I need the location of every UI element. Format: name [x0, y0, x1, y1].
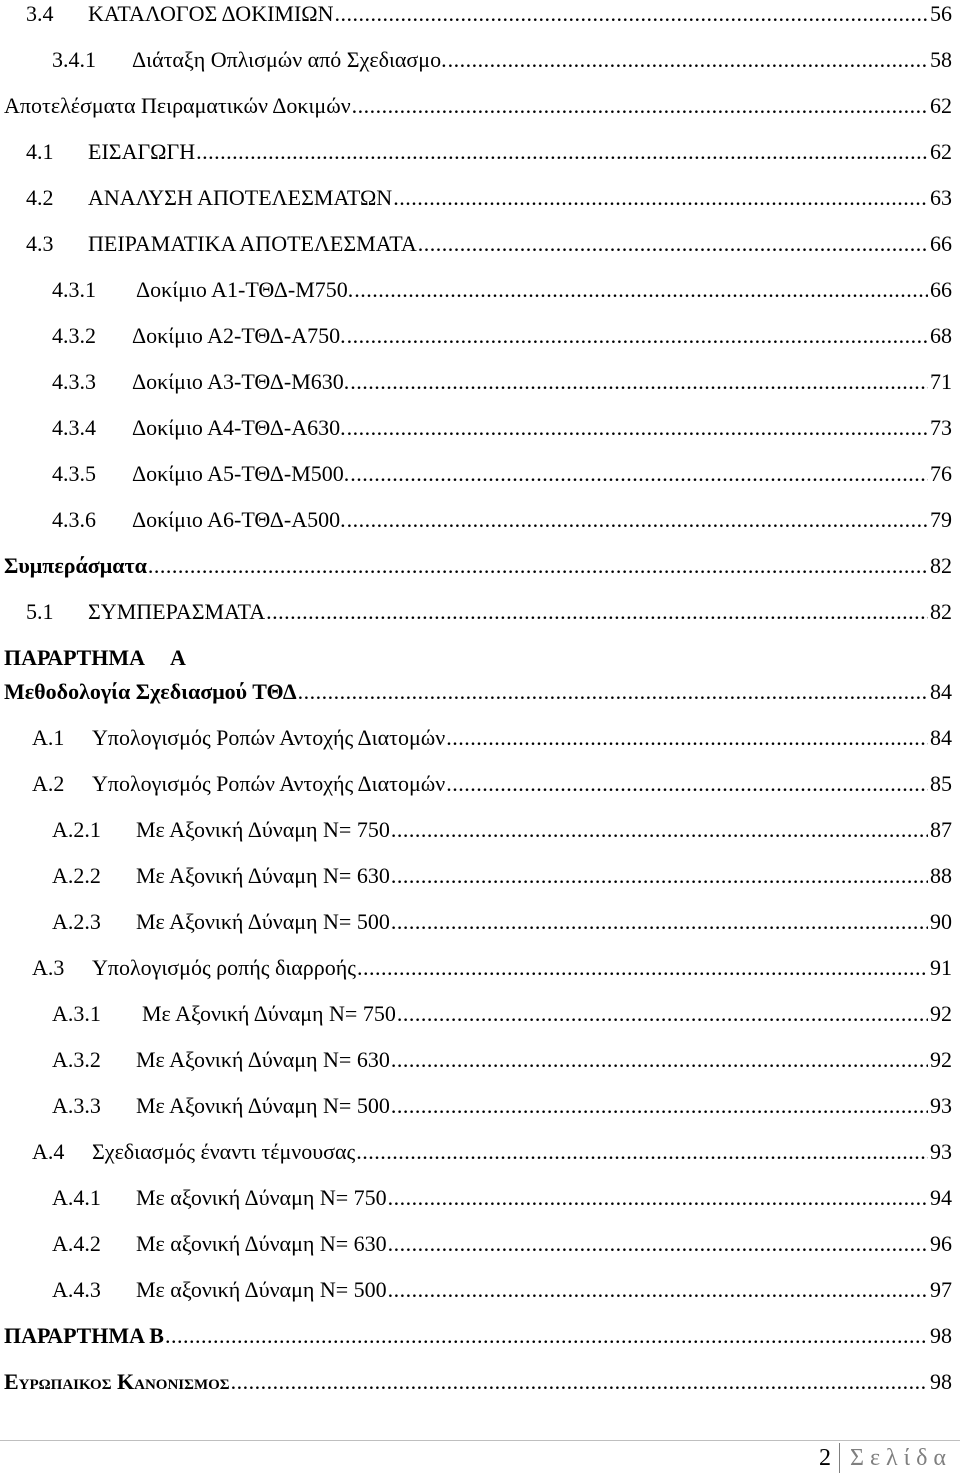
dot-leader [391, 856, 928, 896]
toc-title: ΑΝΑΛΥΣΗ ΑΠΟΤΕΛΕΣΜΑΤΩΝ [88, 185, 393, 210]
toc-title: Με Αξονική Δύναμη Ν= 630 [136, 1047, 390, 1072]
toc-title: Δοκίμιο Α4-ΤΘΔ-Α630. [132, 415, 346, 440]
toc-number: Α.4.1 [52, 1185, 101, 1210]
toc-page-number: 79 [930, 507, 952, 532]
toc-number: 3.4 [26, 1, 54, 26]
toc-page-number: 62 [930, 93, 952, 118]
dot-leader [335, 0, 928, 34]
footer-separator [839, 1443, 840, 1473]
dot-leader [350, 362, 928, 402]
toc-title: Με αξονική Δύναμη Ν= 750 [136, 1185, 387, 1210]
toc-page-number: 87 [930, 817, 952, 842]
toc-number: Α.3.1 [52, 1001, 101, 1026]
toc-entry[interactable] [52, 1178, 952, 1218]
toc-number: Α.4.3 [52, 1277, 101, 1302]
toc-title: ΠΕΙΡΑΜΑΤΙΚΑ ΑΠΟΤΕΛΕΣΜΑΤΑ [88, 231, 417, 256]
toc-page-number: 92 [930, 1047, 952, 1072]
toc-number: Α.4.2 [52, 1231, 101, 1256]
dot-leader [347, 316, 928, 356]
toc-number: 4.3.6 [52, 507, 96, 532]
toc-number: Α.2 [32, 771, 65, 796]
toc-entry[interactable] [4, 86, 952, 126]
toc-title: Δοκίμιο Α5-ΤΘΔ-Μ500. [132, 461, 350, 486]
toc-page-number: 56 [930, 1, 952, 26]
toc-page-number: 93 [930, 1093, 952, 1118]
toc-page-number: 94 [930, 1185, 952, 1210]
toc-title: Δοκίμιο Α1-ΤΘΔ-Μ750. [136, 277, 354, 302]
toc-entry[interactable] [52, 270, 952, 310]
page-footer [819, 1440, 952, 1476]
toc-title: Με Αξονική Δύναμη Ν= 630 [136, 863, 390, 888]
dot-leader [350, 454, 928, 494]
toc-number: 4.1 [26, 139, 54, 164]
toc-entry[interactable] [26, 224, 952, 264]
toc-page-number: 90 [930, 909, 952, 934]
toc-page-number: 71 [930, 369, 952, 394]
toc-number: Α.2.2 [52, 863, 101, 888]
toc-title: Με Αξονική Δύναμη Ν= 750 [136, 817, 390, 842]
footer-page-number: 2 [818, 1444, 831, 1471]
dot-leader [391, 1040, 928, 1080]
toc-page-number: 76 [930, 461, 952, 486]
toc-entry[interactable] [32, 718, 952, 758]
toc-page-number: 98 [930, 1369, 952, 1394]
toc-page-number: 88 [930, 863, 952, 888]
toc-entry[interactable] [26, 132, 952, 172]
toc-title: Με Αξονική Δύναμη Ν= 500 [136, 909, 390, 934]
toc-entry[interactable] [52, 994, 952, 1034]
toc-entry[interactable] [52, 810, 952, 850]
toc-page-number: 84 [930, 679, 952, 704]
toc-number: 4.3.1 [52, 277, 96, 302]
toc-entry[interactable] [4, 1362, 952, 1402]
dot-leader [298, 672, 928, 712]
toc-title: Δοκίμιο Α3-ΤΘΔ-Μ630. [132, 369, 350, 394]
toc-number: 5.1 [26, 599, 54, 624]
dot-leader [352, 86, 928, 126]
toc-number: 4.3.3 [52, 369, 96, 394]
toc-title: Υπολογισμός ροπής διαρροής [92, 955, 356, 980]
dot-leader [446, 718, 928, 758]
toc-page-number: 63 [930, 185, 952, 210]
toc-number: 4.2 [26, 185, 54, 210]
toc-entry[interactable] [32, 1132, 952, 1172]
toc-page-number: 68 [930, 323, 952, 348]
dot-leader [165, 1316, 928, 1356]
toc-entry[interactable] [52, 454, 952, 494]
dot-leader [391, 902, 928, 942]
toc-entry[interactable] [26, 0, 952, 34]
dot-leader [347, 500, 928, 540]
toc-title: Με αξονική Δύναμη Ν= 500 [136, 1277, 387, 1302]
toc-number: 4.3 [26, 231, 54, 256]
toc-entry[interactable] [52, 1086, 952, 1126]
toc-page-number: 93 [930, 1139, 952, 1164]
toc-page-number: 85 [930, 771, 952, 796]
toc-page-number: 82 [930, 553, 952, 578]
toc-number: 4.3.5 [52, 461, 96, 486]
footer-divider [0, 1440, 960, 1441]
toc-title: Με Αξονική Δύναμη Ν= 500 [136, 1093, 390, 1118]
dot-leader [393, 178, 928, 218]
dot-leader [356, 1132, 928, 1172]
toc-entry[interactable] [52, 902, 952, 942]
dot-leader [354, 270, 928, 310]
toc-title: Δοκίμιο Α2-ΤΘΔ-Α750. [132, 323, 346, 348]
toc-title: Υπολογισμός Ροπών Αντοχής Διατομών [92, 771, 446, 796]
toc-page-number: 91 [930, 955, 952, 980]
toc-page-number: 82 [930, 599, 952, 624]
toc-number: Α.4 [32, 1139, 65, 1164]
dot-leader [418, 224, 928, 264]
toc-entry[interactable] [52, 500, 952, 540]
dot-leader [357, 948, 928, 988]
toc-page-number: 62 [930, 139, 952, 164]
dot-leader [347, 408, 928, 448]
dot-leader [266, 592, 928, 632]
toc-number: Α.3.3 [52, 1093, 101, 1118]
toc-entry[interactable] [52, 362, 952, 402]
toc-entry[interactable] [4, 546, 952, 586]
toc-title: Σχεδιασμός έναντι τέμνουσας [92, 1139, 356, 1164]
toc-title: Διάταξη Οπλισμών από Σχεδιασμο. [132, 47, 447, 72]
toc-title: Ευρωπαικος Κανονισμος [4, 1369, 230, 1394]
dot-leader [388, 1270, 928, 1310]
toc-title: Αποτελέσματα Πειραματικών Δοκιμών [4, 93, 351, 118]
toc-entry[interactable] [32, 948, 952, 988]
toc-page-number: 66 [930, 231, 952, 256]
toc-entry[interactable] [52, 1040, 952, 1080]
toc-title: ΚΑΤΑΛΟΓΟΣ ΔΟΚΙΜΙΩΝ [88, 1, 334, 26]
dot-leader [231, 1362, 928, 1402]
dot-leader [148, 546, 928, 586]
toc-entry[interactable] [52, 1224, 952, 1264]
toc-entry[interactable] [32, 764, 952, 804]
toc-title: Με αξονική Δύναμη Ν= 630 [136, 1231, 387, 1256]
toc-title: Συμπεράσματα [4, 553, 147, 578]
toc-title: ΠΑΡΑΡΤΗΜΑ Α [4, 645, 186, 670]
toc-page-number: 96 [930, 1231, 952, 1256]
toc-entry[interactable] [52, 40, 952, 80]
toc-page-number: 58 [930, 47, 952, 72]
toc-page-number: 73 [930, 415, 952, 440]
toc-entry[interactable] [52, 856, 952, 896]
toc-title: Μεθοδολογία Σχεδιασμού ΤΘΔ [4, 679, 297, 704]
dot-leader [196, 132, 928, 172]
dot-leader [391, 810, 928, 850]
toc-entry[interactable] [52, 1270, 952, 1310]
toc-number: Α.2.1 [52, 817, 101, 842]
toc-title: Υπολογισμός Ροπών Αντοχής Διατομών [92, 725, 446, 750]
toc-number: Α.1 [32, 725, 65, 750]
dot-leader [397, 994, 928, 1034]
toc-page-number: 66 [930, 277, 952, 302]
toc-title: ΣΥΜΠΕΡΑΣΜΑΤΑ [88, 599, 266, 624]
toc-number: 4.3.4 [52, 415, 96, 440]
toc-entry[interactable] [26, 592, 952, 632]
toc-entry[interactable] [4, 1316, 952, 1356]
footer-page-label: Σελίδα [849, 1444, 952, 1471]
toc-title: Με Αξονική Δύναμη Ν= 750 [142, 1001, 396, 1026]
toc-number: Α.3.2 [52, 1047, 101, 1072]
toc-number: Α.3 [32, 955, 65, 980]
toc-page-number: 98 [930, 1323, 952, 1348]
toc-entry[interactable] [52, 408, 952, 448]
toc-number: 3.4.1 [52, 47, 96, 72]
dot-leader [448, 40, 928, 80]
toc-title: ΕΙΣΑΓΩΓΗ [88, 139, 196, 164]
toc-entry[interactable] [4, 672, 952, 712]
toc-page-number: 84 [930, 725, 952, 750]
toc-page-number: 92 [930, 1001, 952, 1026]
toc-entry[interactable] [26, 178, 952, 218]
dot-leader [388, 1224, 928, 1264]
toc-number: 4.3.2 [52, 323, 96, 348]
dot-leader [388, 1178, 928, 1218]
toc-title: ΠΑΡΑΡΤΗΜΑ Β [4, 1323, 164, 1348]
toc-entry[interactable] [52, 316, 952, 356]
toc-number: Α.2.3 [52, 909, 101, 934]
dot-leader [391, 1086, 928, 1126]
dot-leader [446, 764, 928, 804]
toc-page-number: 97 [930, 1277, 952, 1302]
toc-title: Δοκίμιο Α6-ΤΘΔ-Α500. [132, 507, 346, 532]
